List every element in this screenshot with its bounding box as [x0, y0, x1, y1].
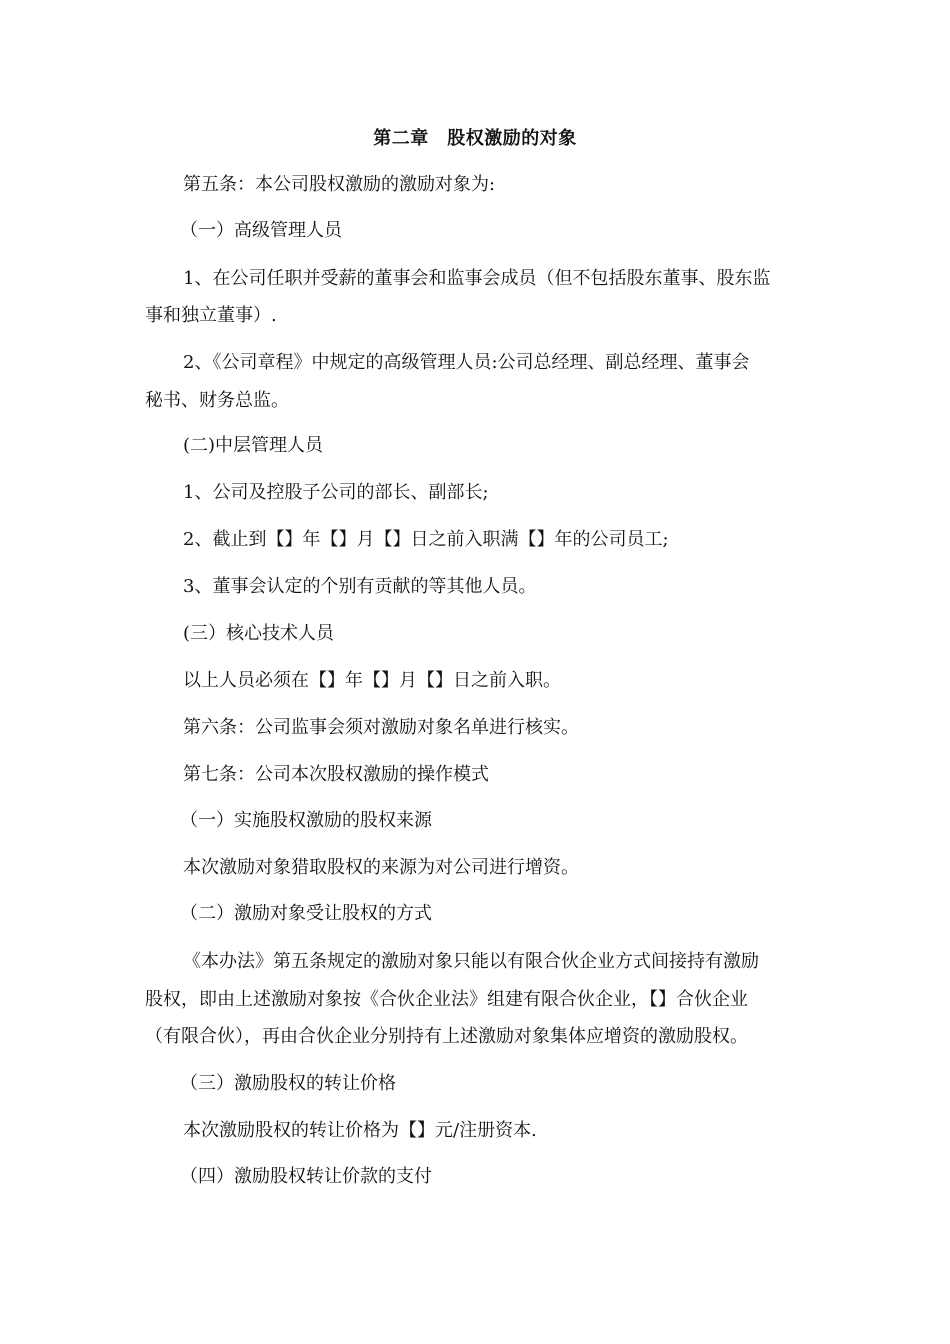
paragraph-line: 3、董事会认定的个别有贡献的等其他人员。 [183, 576, 537, 597]
paragraph-line: 2、截止到【】年【】月【】日之前入职满【】年的公司员工; [183, 529, 669, 550]
paragraph-line: 事和独立董事）. [145, 305, 277, 326]
paragraph-line: 秘书、财务总监。 [145, 390, 289, 411]
paragraph-line: 股权，即由上述激励对象按《合伙企业法》组建有限合伙企业，【】合伙企业 [145, 989, 748, 1010]
subsection-1-heading: （一）实施股权激励的股权来源 [180, 810, 432, 831]
section-3-heading: (三）核心技术人员 [183, 623, 335, 644]
paragraph-line: 《本办法》第五条规定的激励对象只能以有限合伙企业方式间接持有激励 [183, 951, 759, 972]
subsection-2-heading: （二）激励对象受让股权的方式 [180, 903, 432, 924]
subsection-3-heading: （三）激励股权的转让价格 [180, 1073, 396, 1094]
paragraph-line: 2、《公司章程》中规定的高级管理人员:公司总经理、副总经理、董事会 [183, 352, 750, 373]
paragraph-line: 以上人员必须在【】年【】月【】日之前入职。 [183, 670, 561, 691]
paragraph-line: 1、在公司任职并受薪的董事会和监事会成员（但不包括股东董事、股东监 [183, 268, 771, 289]
paragraph-line: （有限合伙），再由合伙企业分别持有上述激励对象集体应增资的激励股权。 [145, 1026, 748, 1047]
article-7-heading: 第七条：公司本次股权激励的操作模式 [183, 764, 489, 785]
article-6-heading: 第六条：公司监事会须对激励对象名单进行核实。 [183, 717, 579, 738]
paragraph-line: 本次激励对象猎取股权的来源为对公司进行增资。 [183, 857, 579, 878]
paragraph-line: 1、公司及控股子公司的部长、副部长; [183, 482, 489, 503]
subsection-4-heading: （四）激励股权转让价款的支付 [180, 1166, 432, 1187]
section-1-heading: （一）高级管理人员 [180, 220, 342, 241]
chapter-title: 第二章 股权激励的对象 [373, 128, 577, 149]
section-2-heading: (二)中层管理人员 [183, 435, 324, 456]
article-5-heading: 第五条：本公司股权激励的激励对象为: [183, 174, 496, 195]
paragraph-line: 本次激励股权的转让价格为【】元/注册资本. [183, 1120, 537, 1141]
